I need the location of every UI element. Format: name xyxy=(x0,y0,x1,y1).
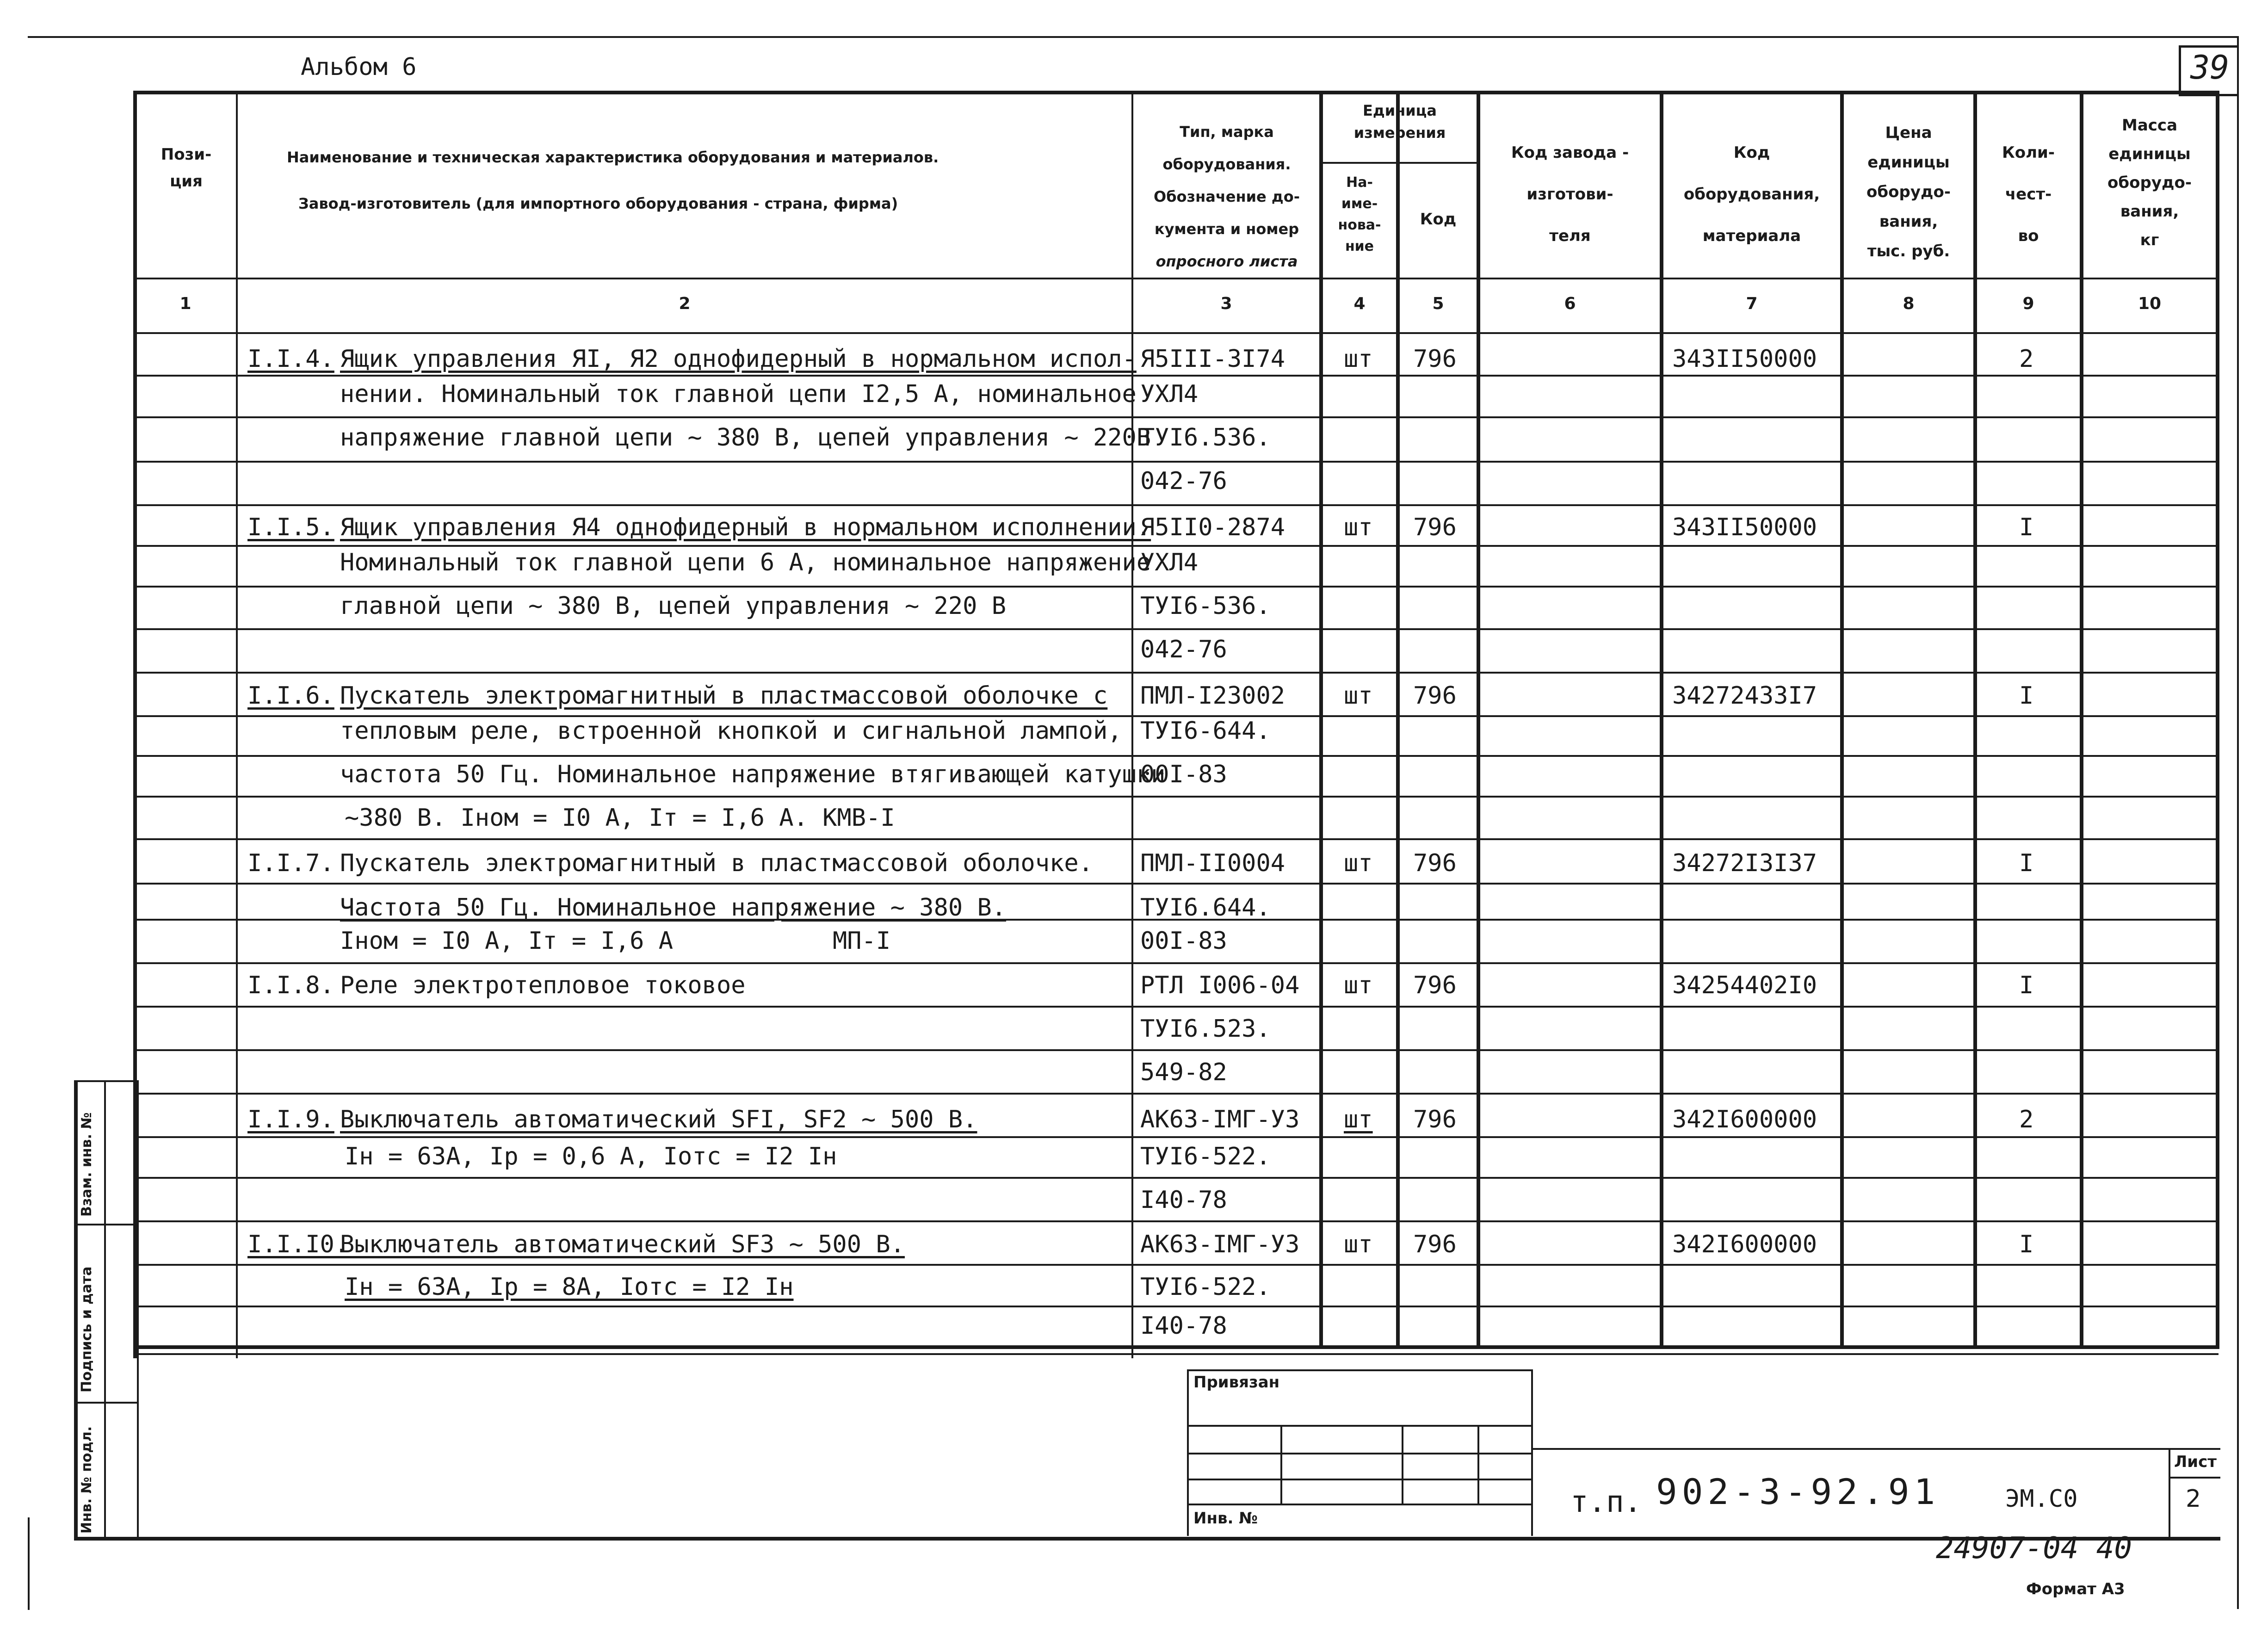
item-position: I.I.9. xyxy=(247,1106,334,1133)
item-position: I.I.8. xyxy=(247,972,334,999)
item-unit-code: 796 xyxy=(1413,972,1457,999)
item-unit-code: 796 xyxy=(1413,1106,1457,1133)
item-type-line: ПМЛ-I23002 xyxy=(1140,682,1285,710)
doc-code-prefix: т.п. xyxy=(1570,1485,1642,1519)
item-name-line: Пускатель электромагнитный в пластмассовой оболочке с xyxy=(340,682,1108,710)
item-type-line: 00I-83 xyxy=(1140,927,1227,955)
item-quantity: 2 xyxy=(2019,345,2034,373)
item-unit-code: 796 xyxy=(1413,682,1457,710)
item-name-line: Iн = 63А, Iр = 8А, Iотс = I2 Iн xyxy=(345,1273,794,1301)
item-name-line: Пускатель электромагнитный в пластмассовой оболочке. xyxy=(340,849,1093,877)
item-position: I.I.7. xyxy=(247,849,334,877)
col-number: 4 xyxy=(1353,294,1366,313)
item-name-line: Частота 50 Гц. Номинальное напряжение ~ 380 В. xyxy=(340,894,1007,922)
item-type-line: ТУI6.523. xyxy=(1140,1015,1271,1043)
item-unit: шт xyxy=(1344,1106,1373,1133)
item-type-line: ТУI6.536. xyxy=(1140,424,1271,452)
item-type-line: ТУI6.644. xyxy=(1140,894,1271,922)
col-number: 2 xyxy=(679,294,691,313)
item-type-line: 042-76 xyxy=(1140,467,1227,495)
item-name-line: Ящик управления Я4 однофидерный в нормальном исполнении. xyxy=(340,514,1151,541)
sidebar-inv-podl: Инв. № подл. xyxy=(79,1426,95,1534)
item-position: I.I.6. xyxy=(247,682,334,710)
item-name-line: Номинальный ток главной цепи 6 А, номинальное напряжение xyxy=(340,549,1151,576)
col-number: 6 xyxy=(1564,294,1576,313)
format-label: Формат А3 xyxy=(2026,1580,2125,1598)
item-name-line: Ящик управления ЯI, Я2 однофидерный в нормальном испол- xyxy=(340,345,1137,373)
item-type-line: I40-78 xyxy=(1140,1312,1227,1340)
item-equip-code: 343II50000 xyxy=(1672,514,1817,541)
header-type: Тип, марка оборудования. Обозначение до- кумента и номер опросного листа xyxy=(1154,123,1300,270)
item-equip-code: 34272I3I37 xyxy=(1672,849,1817,877)
archive-number: 24907-04 40 xyxy=(1936,1531,2132,1566)
col-number: 9 xyxy=(2022,294,2034,313)
item-unit-code: 796 xyxy=(1413,514,1457,541)
item-unit: шт xyxy=(1344,345,1373,373)
col-number: 1 xyxy=(179,294,192,313)
item-unit: шт xyxy=(1344,514,1373,541)
sidebar-vzam-inv: Взам. инв. № xyxy=(79,1112,95,1217)
col-number: 10 xyxy=(2138,294,2162,313)
item-name-line: Выключатель автоматический SFI, SF2 ~ 500 В. xyxy=(340,1106,977,1133)
doc-code-number: 902-3-92.91 xyxy=(1656,1471,1940,1512)
doc-mark: ЭМ.С0 xyxy=(2005,1485,2078,1513)
item-unit-code: 796 xyxy=(1413,849,1457,877)
item-unit: шт xyxy=(1344,1231,1373,1258)
item-type-line: ТУI6-522. xyxy=(1140,1273,1271,1301)
album-label: Альбом 6 xyxy=(301,53,417,81)
sheet-label: Лист xyxy=(2174,1453,2217,1471)
item-position: I.I.I0. xyxy=(247,1231,349,1258)
item-type-line: Я5III-3I74 xyxy=(1140,345,1285,373)
item-quantity: I xyxy=(2019,1231,2034,1258)
item-name-line: Выключатель автоматический SF3 ~ 500 В. xyxy=(340,1231,905,1258)
col-number: 8 xyxy=(1903,294,1915,313)
header-equip-code: Код оборудования, материала xyxy=(1683,143,1820,245)
stamp-inv-no: Инв. № xyxy=(1193,1509,1258,1528)
header-price: Цена единицы оборудо- вания, тыс. руб. xyxy=(1866,124,1951,260)
item-type-line: I40-78 xyxy=(1140,1186,1227,1214)
item-position: I.I.5. xyxy=(247,514,334,541)
item-quantity: I xyxy=(2019,514,2034,541)
item-name-line: тепловым реле, встроенной кнопкой и сигнальной лампой, xyxy=(340,717,1122,745)
header-plant-code: Код завода - изготови- теля xyxy=(1511,143,1629,245)
item-quantity: I xyxy=(2019,972,2034,999)
item-type-line: АК63-IМГ-У3 xyxy=(1140,1106,1300,1133)
item-equip-code: 34272433I7 xyxy=(1672,682,1817,710)
item-type-line: УХЛ4 xyxy=(1140,380,1199,408)
item-type-line: ПМЛ-II0004 xyxy=(1140,849,1285,877)
item-equip-code: 34254402I0 xyxy=(1672,972,1817,999)
left-border-line xyxy=(28,1517,30,1610)
sidebar-podpis-data: Подпись и дата xyxy=(79,1266,95,1392)
item-name-line: напряжение главной цепи ~ 380 В, цепей управления ~ 220В xyxy=(340,424,1151,452)
item-type-line: РТЛ I006-04 xyxy=(1140,972,1300,999)
item-equip-code: 343II50000 xyxy=(1672,345,1817,373)
item-type-line: ТУI6-536. xyxy=(1140,592,1271,620)
header-position: Пози- ция xyxy=(161,145,212,191)
item-name-line: ~380 В. Iном = I0 А, Iт = I,6 А. КМВ-I xyxy=(345,804,895,832)
item-unit: шт xyxy=(1344,682,1373,710)
item-quantity: 2 xyxy=(2019,1106,2034,1133)
header-unit-group: Единица измерения xyxy=(1353,102,1446,142)
corner-sheet-number: 39 xyxy=(2190,49,2230,87)
item-name-line: нении. Номинальный ток главной цепи I2,5 А, номинальное xyxy=(340,380,1137,408)
col-number: 3 xyxy=(1220,294,1232,313)
header-unit-code: Код xyxy=(1420,210,1457,229)
header-quantity: Коли- чест- во xyxy=(2002,143,2055,245)
item-type-line: 549-82 xyxy=(1140,1058,1227,1086)
item-type-line: ТУI6-522. xyxy=(1140,1143,1271,1170)
item-type-line: ТУI6-644. xyxy=(1140,717,1271,745)
col-number: 7 xyxy=(1746,294,1758,313)
item-name-line: Реле электротепловое токовое xyxy=(340,972,746,999)
item-type-line: 00I-83 xyxy=(1140,761,1227,788)
top-border-line xyxy=(28,36,2239,38)
sheet-value: 2 xyxy=(2186,1485,2201,1513)
item-unit: шт xyxy=(1344,972,1373,999)
item-name-line: МП-I xyxy=(833,927,891,955)
item-type-line: УХЛ4 xyxy=(1140,549,1199,576)
item-unit: шт xyxy=(1344,849,1373,877)
item-name-line: частота 50 Гц. Номинальное напряжение втягивающей катушки xyxy=(340,761,1166,788)
item-quantity: I xyxy=(2019,682,2034,710)
col-number: 5 xyxy=(1432,294,1444,313)
item-unit-code: 796 xyxy=(1413,1231,1457,1258)
item-type-line: Я5II0-2874 xyxy=(1140,514,1285,541)
item-position: I.I.4. xyxy=(247,345,334,373)
item-name-line: Iном = I0 А, Iт = I,6 А xyxy=(340,927,674,955)
item-name-line: главной цепи ~ 380 В, цепей управления ~ 220 В xyxy=(340,592,1007,620)
header-name: Наименование и техническая характеристика оборудования и материалов. Завод-изготовитель (для импортного оборудования - страна, фирма) xyxy=(287,149,939,212)
item-unit-code: 796 xyxy=(1413,345,1457,373)
stamp-privyazan: Привязан xyxy=(1193,1373,1280,1392)
header-unit-name: На- име- нова- ние xyxy=(1338,174,1381,254)
item-type-line: 042-76 xyxy=(1140,636,1227,663)
item-equip-code: 342I600000 xyxy=(1672,1106,1817,1133)
item-type-line: АК63-IМГ-У3 xyxy=(1140,1231,1300,1258)
header-mass: Масса единицы оборудо- вания, кг xyxy=(2107,116,2192,249)
item-quantity: I xyxy=(2019,849,2034,877)
item-equip-code: 342I600000 xyxy=(1672,1231,1817,1258)
right-border-line xyxy=(2237,36,2239,1609)
item-name-line: Iн = 63А, Iр = 0,6 А, Iотс = I2 Iн xyxy=(345,1143,837,1170)
